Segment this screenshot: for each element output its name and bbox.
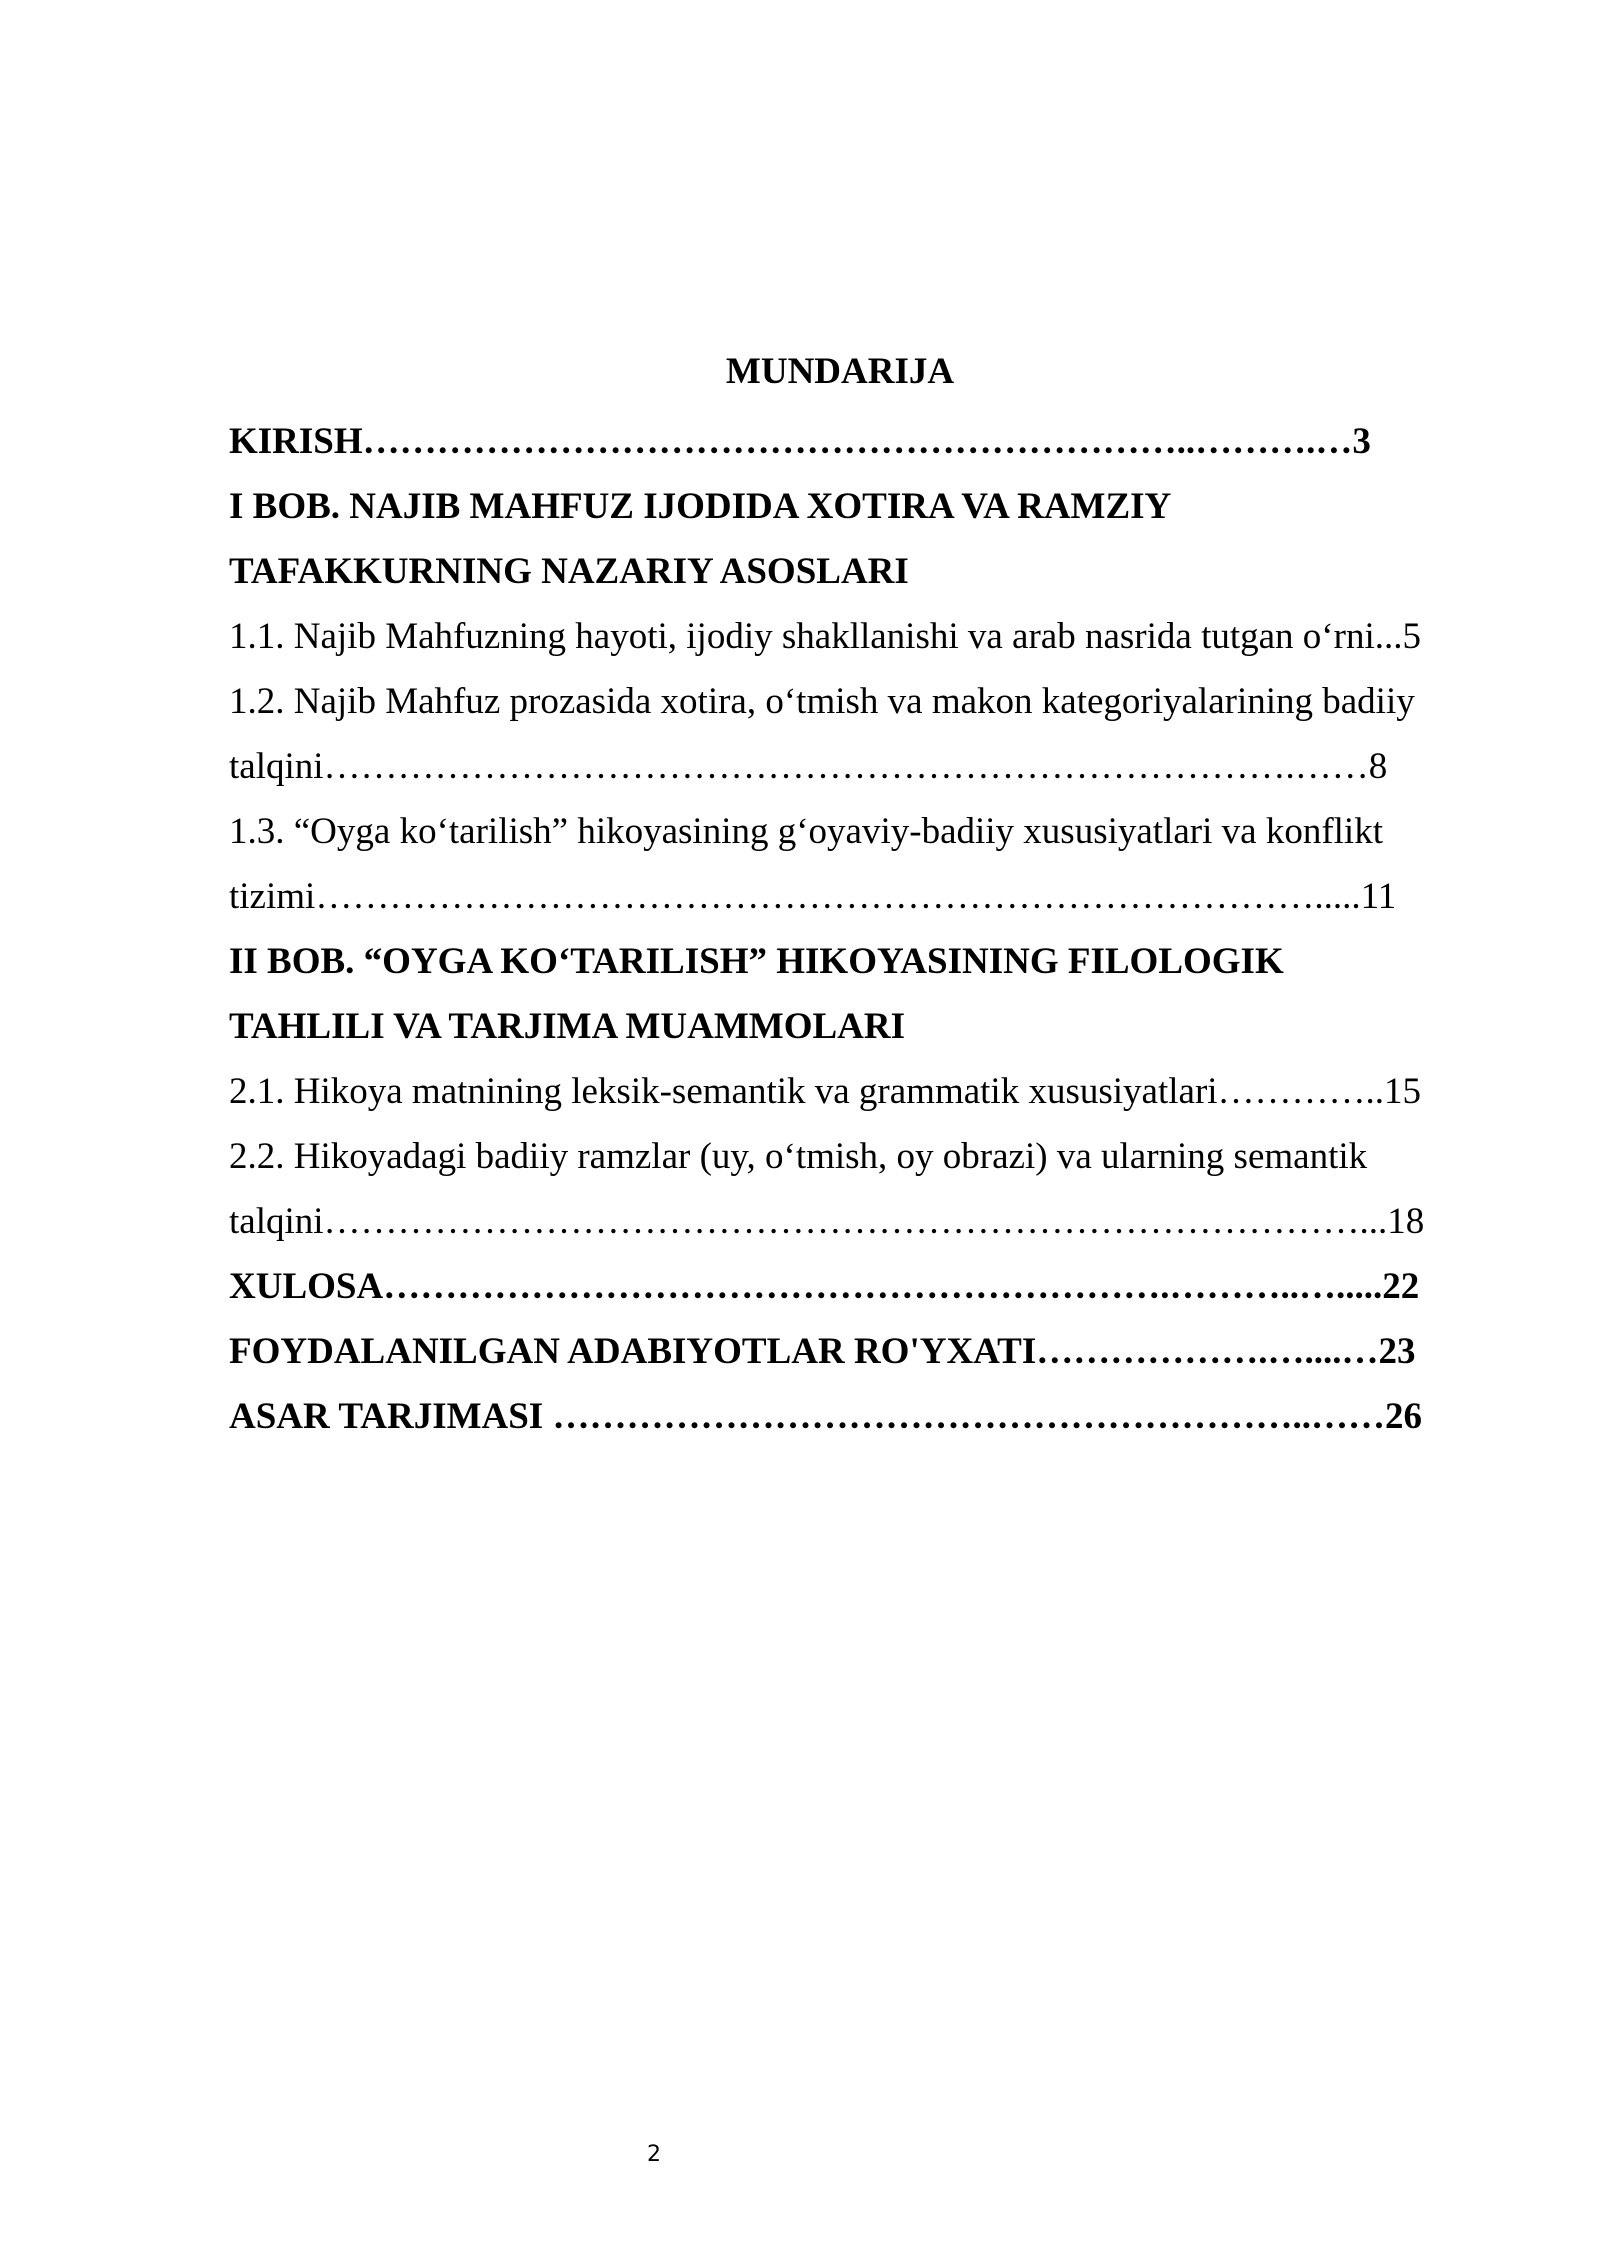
toc-line-section-1-2-part-1: 1.2. Najib Mahfuz prozasida xotira, o‘tmish va makon kategoriyalarining badiiy bbox=[229, 681, 1415, 722]
page-number: 2 bbox=[647, 2142, 661, 2167]
toc-line-chapter-1-heading-2: TAFAKKURNING NAZARIY ASOSLARI bbox=[229, 551, 909, 592]
toc-line-section-2-2-part-2: talqini…………………………………………………………………………...18 bbox=[229, 1201, 1425, 1242]
toc-line-kirish: KIRISH…………………………………………………………..……….…3 bbox=[229, 421, 1371, 462]
toc-line-xulosa: XULOSA……………………………………………………….………..….....22 bbox=[229, 1266, 1420, 1307]
toc-line-section-1-3-part-2: tizimi……………………………………………………………………….....11 bbox=[229, 876, 1397, 917]
toc-line-translation: ASAR TARJIMASI ……………………………………………………..……26 bbox=[229, 1396, 1422, 1437]
toc-line-chapter-2-heading-2: TAHLILI VA TARJIMA MUAMMOLARI bbox=[229, 1006, 906, 1047]
toc-line-section-1-2-part-2: talqini…………………………………………………………………….……8 bbox=[229, 746, 1388, 787]
toc-line-chapter-1-heading-1: I BOB. NAJIB MAHFUZ IJODIDA XOTIRA VA RAMZIY bbox=[229, 486, 1172, 527]
toc-line-section-2-1: 2.1. Hikoya matnining leksik-semantik va grammatik xususiyatlari…………..15 bbox=[229, 1071, 1422, 1112]
table-of-contents bbox=[229, 409, 1449, 1449]
toc-line-section-1-1: 1.1. Najib Mahfuzning hayoti, ijodiy shakllanishi va arab nasrida tutgan o‘rni...5 bbox=[229, 616, 1421, 657]
toc-line-section-2-2-part-1: 2.2. Hikoyadagi badiiy ramzlar (uy, o‘tmish, oy obrazi) va ularning semantik bbox=[229, 1136, 1368, 1177]
toc-line-chapter-2-heading-1: II BOB. “OYGA KO‘TARILISH” HIKOYASINING FILOLOGIK bbox=[229, 941, 1284, 982]
page-title: MUNDARIJA bbox=[725, 351, 955, 392]
toc-line-section-1-3-part-1: 1.3. “Oyga ko‘tarilish” hikoyasining g‘oyaviy-badiiy xususiyatlari va konflikt bbox=[229, 811, 1383, 852]
toc-line-bibliography: FOYDALANILGAN ADABIYOTLAR RO'YXATI……………….…....…23 bbox=[229, 1331, 1416, 1372]
